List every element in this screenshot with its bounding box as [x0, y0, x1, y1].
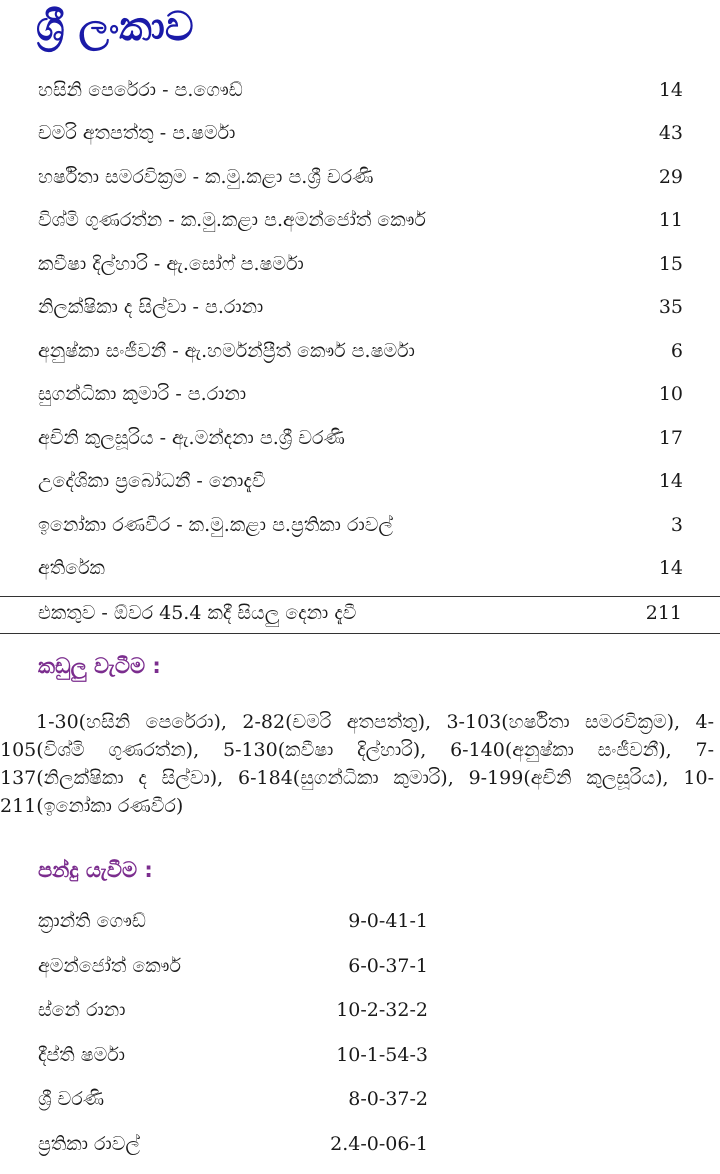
bowling-heading: පන්දු යැවීම : [38, 858, 153, 882]
batter-runs: 6 [670, 339, 683, 362]
batter-dismissal: නිලක්ෂිකා ද සිල්වා - ප.රානා [38, 296, 264, 319]
batting-row [0, 329, 720, 373]
extras-label: අතිරේක [38, 557, 105, 580]
batter-runs: 29 [658, 165, 683, 188]
batting-row [0, 503, 720, 547]
batting-row [0, 112, 720, 156]
bowler-figures: 9-0-41-1 [348, 910, 428, 932]
batting-row-extras [0, 547, 720, 591]
batter-dismissal: අචිනි කුලසූරිය - ඇ.මන්දනා ප.ශ්‍රී චරණි [38, 426, 345, 449]
bowler-name: දීප්ති ෂර්මා [38, 1043, 126, 1066]
batter-dismissal: අනුෂ්කා සංජීවනී - ඇ.හර්මන්ප්‍රීත් කෞර් ප.ෂර්මා [38, 339, 415, 362]
batting-row [0, 155, 720, 199]
batter-runs: 14 [658, 78, 683, 101]
bowler-figures: 6-0-37-1 [348, 954, 428, 977]
bowler-name: අමන්ජෝත් කෞර් [38, 954, 181, 977]
batter-dismissal: උදේශිකා ප්‍රබෝධනී - නොදැවී [38, 470, 266, 493]
fall-of-wickets-heading: කඩුලු වැටීම : [38, 654, 161, 678]
batter-dismissal: හසිනි පෙරේරා - ප.ගෞඩ් [38, 78, 243, 101]
bowler-figures: 2.4-0-06-1 [330, 1132, 428, 1155]
batter-runs: 35 [658, 296, 683, 319]
extras-runs: 14 [658, 557, 683, 580]
batter-dismissal: විශ්මි ගුණරත්න - ක.මු.කළා ප.අමන්ජෝත් කෞර් [38, 209, 426, 232]
bowling-row [0, 989, 720, 1034]
total-label: එකතුව - ඕවර 45.4 කදී සියලු දෙනා දැවී [38, 602, 357, 624]
bowling-list [0, 900, 720, 1167]
total-row [0, 596, 720, 634]
batter-runs: 3 [670, 513, 683, 536]
batting-row [0, 460, 720, 504]
batter-runs: 17 [658, 426, 683, 449]
batter-runs: 14 [658, 470, 683, 493]
batting-row [0, 286, 720, 330]
bowler-figures: 10-2-32-2 [336, 999, 428, 1021]
batter-dismissal: කවීෂා දිල්හාරි - ඇ.සෝෆ් ප.ෂර්මා [38, 252, 304, 275]
batting-row [0, 68, 720, 112]
total-runs: 211 [645, 602, 682, 624]
page-title: ශ්‍රී ලංකාව [36, 4, 194, 50]
batting-row [0, 242, 720, 286]
bowler-name: ස්නේ රානා [38, 999, 126, 1021]
batter-runs: 43 [658, 122, 683, 145]
bowling-row [0, 1078, 720, 1123]
bowler-name: ප්‍රතිකා රාවල් [38, 1132, 140, 1155]
bowler-name: ශ්‍රී චරණි [38, 1088, 105, 1110]
bowling-row [0, 1034, 720, 1079]
batter-runs: 10 [658, 383, 683, 406]
bowling-row [0, 900, 720, 945]
bowler-name: ක්‍රාන්ති ගෞඩ් [38, 910, 146, 932]
batter-dismissal: ඉනෝකා රණවීර - ක.මු.කළා ප.ප්‍රතිකා රාවල් [38, 513, 393, 536]
bowler-figures: 8-0-37-2 [348, 1088, 428, 1110]
batter-dismissal: සුගන්ධිකා කුමාරි - ප.රානා [38, 383, 247, 406]
batter-dismissal: හර්ෂිතා සමරවික්‍රම - ක.මු.කළා ප.ශ්‍රී චරණි [38, 165, 374, 188]
batting-row [0, 199, 720, 243]
batting-row [0, 373, 720, 417]
bowler-figures: 10-1-54-3 [336, 1043, 428, 1066]
fall-of-wickets-text: 1-30(හසිනි පෙරේරා), 2-82(චමරි අතපත්තු), 3-103(හර්ෂිතා සමරවික්‍රම), 4-105(විශ්මි ගුණරත්න), 5-130(කවීෂා දිල්හාරි), 6-140(අනුෂ්කා සංජීවනී), 7-137(නිලක්ෂිකා ද සිල්වා), 6-184(සුගන්ධිකා කුමාරි), 9-199(අචිනි කුලසූරිය), 10-211(ඉනෝකා රණවීර) [0, 711, 714, 817]
batter-runs: 15 [658, 252, 683, 275]
batting-row [0, 416, 720, 460]
bowling-row [0, 945, 720, 990]
batter-runs: 11 [658, 209, 683, 232]
batter-dismissal: චමරි අතපත්තු - ප.ෂර්මා [38, 122, 236, 145]
bowling-row [0, 1123, 720, 1168]
batting-list [0, 68, 720, 590]
